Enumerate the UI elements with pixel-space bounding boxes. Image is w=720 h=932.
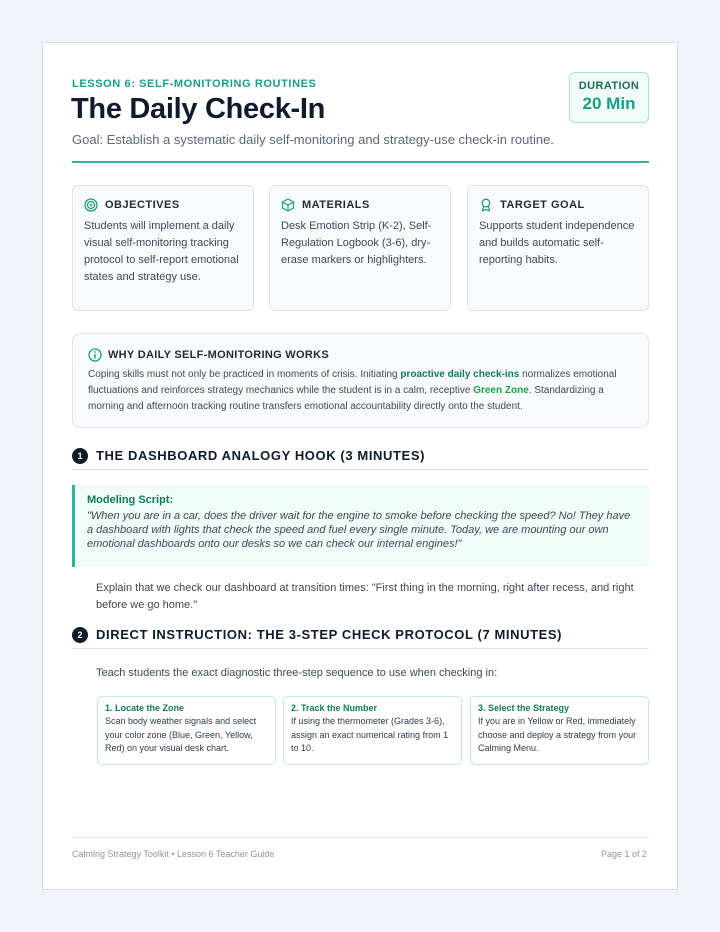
page-title: The Daily Check-In	[71, 93, 326, 125]
why-body	[88, 367, 633, 415]
modeling-script	[72, 485, 649, 567]
why-title: WHY DAILY SELF-MONITORING WORKS	[108, 349, 329, 361]
duration-value: 20 Min	[582, 94, 636, 113]
objectives-card	[72, 185, 254, 311]
why-highlight-green-zone: Green Zone	[473, 385, 529, 396]
card-title: OBJECTIVES	[105, 199, 180, 211]
box-icon	[281, 198, 295, 212]
step-body: Scan body weather signals and select your color zone (Blue, Green, Yellow, Red) on your visual desk chart.	[105, 716, 257, 753]
page-number: Page 1 of 2	[600, 849, 647, 859]
why-text: normalizes emotional fluctuations and reinforces strategy mechanics while the student is in a calm, receptive	[88, 369, 617, 396]
section-1-header	[72, 446, 649, 470]
lesson-page	[42, 42, 678, 890]
materials-card	[269, 185, 451, 311]
step-title: 3. Select the Strategy	[478, 703, 570, 713]
award-icon	[479, 198, 493, 212]
section-title: DIRECT INSTRUCTION: THE 3-STEP CHECK PROTOCOL (7 MINUTES)	[96, 627, 563, 642]
step-body: If you are in Yellow or Red, immediately choose and deploy a strategy from your Calming Menu.	[478, 716, 637, 753]
lesson-eyebrow: LESSON 6: SELF-MONITORING ROUTINES	[72, 78, 317, 90]
card-body: Supports student independence and builds automatic self-reporting habits.	[479, 220, 635, 266]
step-card	[97, 696, 276, 765]
info-icon	[88, 348, 102, 362]
section-2-header	[72, 625, 649, 649]
card-body: Desk Emotion Strip (K-2), Self-Regulation Logbook (3-6), dry-erase markers or highlighters.	[281, 220, 432, 266]
explain-paragraph: Explain that we check our dashboard at transition times: "First thing in the morning, right after recess, and right before we go home."	[96, 582, 634, 611]
card-title: TARGET GOAL	[500, 199, 585, 211]
footer-title: Calming Strategy Toolkit • Lesson 6 Teacher Guide	[72, 849, 275, 859]
section-title: THE DASHBOARD ANALOGY HOOK (3 MINUTES)	[96, 448, 426, 463]
card-body: Students will implement a daily visual self-monitoring tracking protocol to self-report emotional states and strategy use.	[84, 220, 239, 283]
duration-badge	[569, 72, 649, 123]
duration-label: DURATION	[578, 80, 640, 92]
step-title: 2. Track the Number	[291, 703, 378, 713]
why-text: Coping skills must not only be practiced in moments of crisis. Initiating	[88, 369, 401, 380]
step-card	[470, 696, 649, 765]
lesson-goal: Goal: Establish a systematic daily self-monitoring and strategy-use check-in routine.	[72, 132, 554, 147]
why-text: . Standardizing a morning and afternoon tracking routine transfers emotional accountability directly onto the student.	[88, 385, 604, 412]
section-number: 1	[72, 448, 88, 464]
why-callout	[72, 333, 649, 428]
header-divider	[72, 161, 649, 163]
instruction-intro: Teach students the exact diagnostic three-step sequence to use when checking in:	[96, 667, 498, 679]
target-icon	[84, 198, 98, 212]
why-highlight-proactive: proactive daily check-ins	[400, 369, 520, 380]
target-goal-card	[467, 185, 649, 311]
footer-divider	[72, 837, 649, 838]
card-title: MATERIALS	[302, 199, 370, 211]
script-label: Modeling Script:	[87, 494, 174, 506]
step-title: 1. Locate the Zone	[105, 703, 185, 713]
step-card	[283, 696, 462, 765]
section-number: 2	[72, 627, 88, 643]
step-body: If using the thermometer (Grades 3-6), assign an exact numerical rating from 1 to 10.	[291, 716, 449, 753]
script-quote: "When you are in a car, does the driver wait for the engine to smoke before checking the speed? No! They have a dashboard with lights that check the speed and fuel every single minute. Today, we are mounting our own emotional dashboards onto our desks so we can check our internal engines!"	[87, 510, 631, 550]
